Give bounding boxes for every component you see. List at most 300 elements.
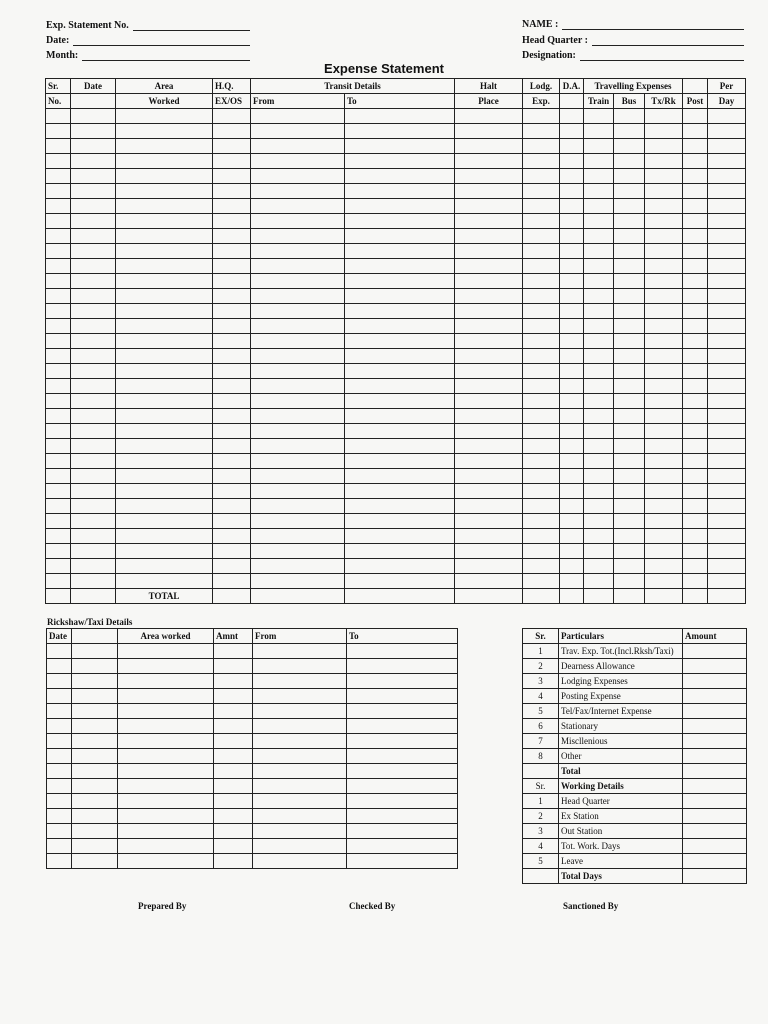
expense-cell[interactable]: [46, 559, 71, 574]
expense-cell[interactable]: [560, 364, 584, 379]
expense-cell[interactable]: [345, 109, 455, 124]
rickshaw-cell[interactable]: [47, 719, 72, 734]
expense-cell[interactable]: [71, 229, 116, 244]
expense-cell[interactable]: [213, 424, 251, 439]
total-cell[interactable]: [614, 589, 645, 604]
expense-cell[interactable]: [708, 364, 746, 379]
expense-cell[interactable]: [71, 319, 116, 334]
expense-cell[interactable]: [584, 484, 614, 499]
expense-cell[interactable]: [455, 334, 523, 349]
total-cell[interactable]: [645, 589, 683, 604]
expense-cell[interactable]: [560, 454, 584, 469]
expense-cell[interactable]: [645, 559, 683, 574]
total-cell[interactable]: [345, 589, 455, 604]
expense-cell[interactable]: [708, 214, 746, 229]
expense-cell[interactable]: [251, 169, 345, 184]
expense-cell[interactable]: [645, 124, 683, 139]
expense-cell[interactable]: [213, 529, 251, 544]
rickshaw-cell[interactable]: [47, 749, 72, 764]
expense-cell[interactable]: [523, 274, 560, 289]
expense-cell[interactable]: [455, 139, 523, 154]
expense-cell[interactable]: [345, 514, 455, 529]
rickshaw-cell[interactable]: [118, 824, 214, 839]
expense-cell[interactable]: [251, 274, 345, 289]
expense-cell[interactable]: [213, 409, 251, 424]
expense-cell[interactable]: [560, 139, 584, 154]
expense-cell[interactable]: [584, 229, 614, 244]
rickshaw-cell[interactable]: [72, 794, 118, 809]
expense-cell[interactable]: [213, 199, 251, 214]
total-cell[interactable]: [708, 589, 746, 604]
expense-cell[interactable]: [116, 304, 213, 319]
rickshaw-cell[interactable]: [347, 704, 458, 719]
expense-cell[interactable]: [71, 244, 116, 259]
exp-statement-no-line[interactable]: [133, 19, 250, 31]
expense-cell[interactable]: [116, 139, 213, 154]
rickshaw-cell[interactable]: [118, 734, 214, 749]
expense-cell[interactable]: [614, 349, 645, 364]
sum-amount[interactable]: [683, 734, 747, 749]
rickshaw-cell[interactable]: [347, 644, 458, 659]
rickshaw-cell[interactable]: [347, 824, 458, 839]
expense-cell[interactable]: [116, 499, 213, 514]
rickshaw-cell[interactable]: [47, 809, 72, 824]
expense-cell[interactable]: [614, 229, 645, 244]
rickshaw-cell[interactable]: [47, 644, 72, 659]
expense-cell[interactable]: [614, 289, 645, 304]
expense-cell[interactable]: [116, 199, 213, 214]
expense-cell[interactable]: [683, 184, 708, 199]
expense-cell[interactable]: [213, 544, 251, 559]
rickshaw-cell[interactable]: [72, 824, 118, 839]
expense-cell[interactable]: [116, 469, 213, 484]
expense-cell[interactable]: [523, 154, 560, 169]
expense-cell[interactable]: [683, 529, 708, 544]
expense-cell[interactable]: [708, 349, 746, 364]
rickshaw-cell[interactable]: [47, 824, 72, 839]
expense-cell[interactable]: [584, 184, 614, 199]
expense-cell[interactable]: [614, 544, 645, 559]
rickshaw-cell[interactable]: [118, 689, 214, 704]
expense-cell[interactable]: [614, 559, 645, 574]
rickshaw-cell[interactable]: [253, 644, 347, 659]
rickshaw-cell[interactable]: [253, 674, 347, 689]
expense-cell[interactable]: [116, 559, 213, 574]
expense-cell[interactable]: [708, 499, 746, 514]
expense-cell[interactable]: [645, 484, 683, 499]
expense-cell[interactable]: [560, 514, 584, 529]
expense-cell[interactable]: [46, 304, 71, 319]
expense-cell[interactable]: [251, 484, 345, 499]
expense-cell[interactable]: [683, 139, 708, 154]
rickshaw-cell[interactable]: [347, 719, 458, 734]
expense-cell[interactable]: [46, 244, 71, 259]
expense-cell[interactable]: [523, 499, 560, 514]
expense-cell[interactable]: [251, 124, 345, 139]
expense-cell[interactable]: [345, 259, 455, 274]
expense-cell[interactable]: [708, 244, 746, 259]
expense-cell[interactable]: [46, 379, 71, 394]
expense-cell[interactable]: [560, 529, 584, 544]
rickshaw-cell[interactable]: [253, 659, 347, 674]
expense-cell[interactable]: [560, 409, 584, 424]
sum-amount[interactable]: [683, 674, 747, 689]
expense-cell[interactable]: [645, 199, 683, 214]
expense-cell[interactable]: [708, 484, 746, 499]
expense-cell[interactable]: [46, 154, 71, 169]
expense-cell[interactable]: [683, 259, 708, 274]
expense-cell[interactable]: [46, 199, 71, 214]
expense-cell[interactable]: [455, 349, 523, 364]
expense-cell[interactable]: [584, 499, 614, 514]
expense-cell[interactable]: [213, 139, 251, 154]
expense-cell[interactable]: [116, 289, 213, 304]
expense-cell[interactable]: [560, 244, 584, 259]
rickshaw-cell[interactable]: [214, 824, 253, 839]
expense-cell[interactable]: [523, 289, 560, 304]
expense-cell[interactable]: [708, 169, 746, 184]
expense-cell[interactable]: [71, 499, 116, 514]
expense-cell[interactable]: [251, 499, 345, 514]
expense-cell[interactable]: [708, 574, 746, 589]
rickshaw-cell[interactable]: [253, 749, 347, 764]
expense-cell[interactable]: [708, 394, 746, 409]
expense-cell[interactable]: [116, 154, 213, 169]
expense-cell[interactable]: [523, 214, 560, 229]
expense-cell[interactable]: [71, 409, 116, 424]
total-cell[interactable]: [455, 589, 523, 604]
expense-cell[interactable]: [584, 394, 614, 409]
expense-cell[interactable]: [523, 439, 560, 454]
expense-cell[interactable]: [345, 274, 455, 289]
expense-cell[interactable]: [614, 514, 645, 529]
expense-cell[interactable]: [71, 214, 116, 229]
expense-cell[interactable]: [683, 229, 708, 244]
expense-cell[interactable]: [116, 379, 213, 394]
expense-cell[interactable]: [251, 424, 345, 439]
expense-cell[interactable]: [455, 364, 523, 379]
expense-cell[interactable]: [46, 259, 71, 274]
expense-cell[interactable]: [560, 334, 584, 349]
expense-cell[interactable]: [251, 349, 345, 364]
expense-cell[interactable]: [523, 364, 560, 379]
expense-cell[interactable]: [213, 499, 251, 514]
expense-cell[interactable]: [251, 109, 345, 124]
expense-cell[interactable]: [46, 409, 71, 424]
expense-cell[interactable]: [455, 484, 523, 499]
expense-cell[interactable]: [645, 169, 683, 184]
expense-cell[interactable]: [116, 214, 213, 229]
rickshaw-cell[interactable]: [214, 809, 253, 824]
expense-cell[interactable]: [645, 454, 683, 469]
rickshaw-cell[interactable]: [47, 674, 72, 689]
expense-cell[interactable]: [560, 199, 584, 214]
rickshaw-cell[interactable]: [118, 659, 214, 674]
expense-cell[interactable]: [71, 109, 116, 124]
rickshaw-cell[interactable]: [118, 704, 214, 719]
expense-cell[interactable]: [71, 274, 116, 289]
expense-cell[interactable]: [455, 544, 523, 559]
expense-cell[interactable]: [683, 439, 708, 454]
expense-cell[interactable]: [708, 319, 746, 334]
expense-cell[interactable]: [645, 214, 683, 229]
expense-cell[interactable]: [614, 154, 645, 169]
expense-cell[interactable]: [46, 439, 71, 454]
work-value[interactable]: [683, 794, 747, 809]
expense-cell[interactable]: [345, 139, 455, 154]
rickshaw-cell[interactable]: [347, 839, 458, 854]
expense-cell[interactable]: [455, 574, 523, 589]
expense-cell[interactable]: [46, 124, 71, 139]
expense-cell[interactable]: [560, 379, 584, 394]
expense-cell[interactable]: [708, 409, 746, 424]
rickshaw-cell[interactable]: [214, 704, 253, 719]
rickshaw-cell[interactable]: [347, 809, 458, 824]
expense-cell[interactable]: [645, 109, 683, 124]
expense-cell[interactable]: [614, 424, 645, 439]
rickshaw-cell[interactable]: [347, 764, 458, 779]
expense-cell[interactable]: [455, 259, 523, 274]
expense-cell[interactable]: [213, 124, 251, 139]
expense-cell[interactable]: [345, 184, 455, 199]
expense-cell[interactable]: [345, 379, 455, 394]
expense-cell[interactable]: [455, 289, 523, 304]
expense-cell[interactable]: [708, 154, 746, 169]
expense-cell[interactable]: [523, 514, 560, 529]
expense-cell[interactable]: [584, 364, 614, 379]
expense-cell[interactable]: [584, 334, 614, 349]
expense-cell[interactable]: [523, 484, 560, 499]
expense-cell[interactable]: [251, 439, 345, 454]
expense-cell[interactable]: [683, 424, 708, 439]
expense-cell[interactable]: [71, 424, 116, 439]
rickshaw-cell[interactable]: [72, 734, 118, 749]
expense-cell[interactable]: [708, 259, 746, 274]
expense-cell[interactable]: [455, 109, 523, 124]
rickshaw-cell[interactable]: [214, 719, 253, 734]
expense-cell[interactable]: [345, 199, 455, 214]
expense-cell[interactable]: [645, 424, 683, 439]
expense-cell[interactable]: [645, 154, 683, 169]
expense-cell[interactable]: [116, 364, 213, 379]
expense-cell[interactable]: [345, 559, 455, 574]
expense-cell[interactable]: [614, 304, 645, 319]
expense-cell[interactable]: [455, 274, 523, 289]
expense-cell[interactable]: [455, 154, 523, 169]
expense-cell[interactable]: [683, 409, 708, 424]
expense-cell[interactable]: [213, 304, 251, 319]
expense-cell[interactable]: [523, 559, 560, 574]
expense-cell[interactable]: [560, 274, 584, 289]
rickshaw-cell[interactable]: [347, 794, 458, 809]
expense-cell[interactable]: [683, 559, 708, 574]
expense-cell[interactable]: [683, 349, 708, 364]
expense-cell[interactable]: [523, 544, 560, 559]
expense-cell[interactable]: [213, 229, 251, 244]
expense-cell[interactable]: [645, 514, 683, 529]
expense-cell[interactable]: [645, 304, 683, 319]
expense-cell[interactable]: [584, 529, 614, 544]
expense-cell[interactable]: [116, 259, 213, 274]
expense-cell[interactable]: [251, 334, 345, 349]
expense-cell[interactable]: [614, 274, 645, 289]
expense-cell[interactable]: [584, 544, 614, 559]
expense-cell[interactable]: [614, 409, 645, 424]
expense-cell[interactable]: [683, 169, 708, 184]
expense-cell[interactable]: [560, 424, 584, 439]
expense-cell[interactable]: [523, 109, 560, 124]
rickshaw-cell[interactable]: [253, 764, 347, 779]
expense-cell[interactable]: [251, 199, 345, 214]
expense-cell[interactable]: [213, 559, 251, 574]
expense-cell[interactable]: [708, 274, 746, 289]
expense-cell[interactable]: [116, 514, 213, 529]
expense-cell[interactable]: [213, 154, 251, 169]
expense-cell[interactable]: [614, 319, 645, 334]
expense-cell[interactable]: [116, 349, 213, 364]
head-quarter-line[interactable]: [592, 34, 744, 46]
sum-amount[interactable]: [683, 749, 747, 764]
expense-cell[interactable]: [116, 484, 213, 499]
expense-cell[interactable]: [46, 184, 71, 199]
expense-cell[interactable]: [708, 139, 746, 154]
rickshaw-cell[interactable]: [47, 734, 72, 749]
rickshaw-cell[interactable]: [214, 659, 253, 674]
rickshaw-cell[interactable]: [118, 764, 214, 779]
expense-cell[interactable]: [71, 379, 116, 394]
rickshaw-cell[interactable]: [253, 854, 347, 869]
expense-cell[interactable]: [251, 529, 345, 544]
expense-cell[interactable]: [213, 484, 251, 499]
expense-cell[interactable]: [614, 484, 645, 499]
rickshaw-cell[interactable]: [72, 704, 118, 719]
expense-cell[interactable]: [46, 364, 71, 379]
expense-cell[interactable]: [708, 469, 746, 484]
expense-cell[interactable]: [708, 109, 746, 124]
rickshaw-cell[interactable]: [214, 749, 253, 764]
rickshaw-cell[interactable]: [214, 674, 253, 689]
expense-cell[interactable]: [560, 169, 584, 184]
expense-cell[interactable]: [683, 199, 708, 214]
expense-cell[interactable]: [584, 214, 614, 229]
expense-cell[interactable]: [645, 439, 683, 454]
expense-cell[interactable]: [645, 244, 683, 259]
expense-cell[interactable]: [523, 304, 560, 319]
expense-cell[interactable]: [614, 139, 645, 154]
expense-cell[interactable]: [213, 319, 251, 334]
expense-cell[interactable]: [708, 304, 746, 319]
rickshaw-cell[interactable]: [118, 644, 214, 659]
expense-cell[interactable]: [560, 544, 584, 559]
expense-cell[interactable]: [560, 394, 584, 409]
expense-cell[interactable]: [584, 379, 614, 394]
expense-cell[interactable]: [584, 124, 614, 139]
rickshaw-cell[interactable]: [47, 779, 72, 794]
expense-cell[interactable]: [523, 199, 560, 214]
rickshaw-cell[interactable]: [72, 764, 118, 779]
expense-cell[interactable]: [251, 454, 345, 469]
expense-cell[interactable]: [251, 559, 345, 574]
expense-cell[interactable]: [213, 364, 251, 379]
rickshaw-cell[interactable]: [72, 689, 118, 704]
expense-cell[interactable]: [46, 529, 71, 544]
expense-cell[interactable]: [614, 574, 645, 589]
expense-cell[interactable]: [345, 574, 455, 589]
expense-cell[interactable]: [455, 439, 523, 454]
rickshaw-cell[interactable]: [214, 854, 253, 869]
rickshaw-cell[interactable]: [253, 734, 347, 749]
expense-cell[interactable]: [708, 334, 746, 349]
expense-cell[interactable]: [708, 289, 746, 304]
expense-cell[interactable]: [345, 124, 455, 139]
expense-cell[interactable]: [584, 154, 614, 169]
expense-cell[interactable]: [683, 469, 708, 484]
expense-cell[interactable]: [614, 259, 645, 274]
expense-cell[interactable]: [213, 349, 251, 364]
expense-cell[interactable]: [523, 574, 560, 589]
rickshaw-cell[interactable]: [118, 794, 214, 809]
rickshaw-cell[interactable]: [214, 764, 253, 779]
expense-cell[interactable]: [455, 184, 523, 199]
expense-cell[interactable]: [46, 469, 71, 484]
rickshaw-cell[interactable]: [253, 719, 347, 734]
expense-cell[interactable]: [455, 469, 523, 484]
expense-cell[interactable]: [213, 109, 251, 124]
rickshaw-cell[interactable]: [214, 734, 253, 749]
rickshaw-cell[interactable]: [253, 689, 347, 704]
expense-cell[interactable]: [614, 199, 645, 214]
expense-cell[interactable]: [584, 454, 614, 469]
rickshaw-cell[interactable]: [72, 749, 118, 764]
expense-cell[interactable]: [683, 154, 708, 169]
expense-cell[interactable]: [46, 514, 71, 529]
expense-cell[interactable]: [251, 214, 345, 229]
expense-cell[interactable]: [455, 124, 523, 139]
expense-cell[interactable]: [46, 484, 71, 499]
expense-cell[interactable]: [213, 379, 251, 394]
rickshaw-cell[interactable]: [118, 839, 214, 854]
expense-cell[interactable]: [614, 529, 645, 544]
expense-cell[interactable]: [523, 424, 560, 439]
sum-total-amount[interactable]: [683, 764, 747, 779]
expense-cell[interactable]: [708, 229, 746, 244]
expense-cell[interactable]: [560, 439, 584, 454]
expense-cell[interactable]: [584, 349, 614, 364]
expense-cell[interactable]: [584, 409, 614, 424]
total-cell[interactable]: [213, 589, 251, 604]
expense-cell[interactable]: [46, 319, 71, 334]
expense-cell[interactable]: [213, 439, 251, 454]
name-line[interactable]: [562, 18, 744, 30]
expense-cell[interactable]: [251, 514, 345, 529]
expense-cell[interactable]: [523, 529, 560, 544]
expense-cell[interactable]: [523, 409, 560, 424]
rickshaw-cell[interactable]: [72, 719, 118, 734]
expense-cell[interactable]: [251, 409, 345, 424]
expense-cell[interactable]: [345, 499, 455, 514]
rickshaw-cell[interactable]: [347, 689, 458, 704]
expense-cell[interactable]: [523, 469, 560, 484]
expense-cell[interactable]: [683, 334, 708, 349]
expense-cell[interactable]: [645, 274, 683, 289]
expense-cell[interactable]: [584, 304, 614, 319]
expense-cell[interactable]: [523, 379, 560, 394]
expense-cell[interactable]: [46, 139, 71, 154]
expense-cell[interactable]: [560, 184, 584, 199]
expense-cell[interactable]: [213, 394, 251, 409]
rickshaw-cell[interactable]: [253, 794, 347, 809]
expense-cell[interactable]: [71, 559, 116, 574]
